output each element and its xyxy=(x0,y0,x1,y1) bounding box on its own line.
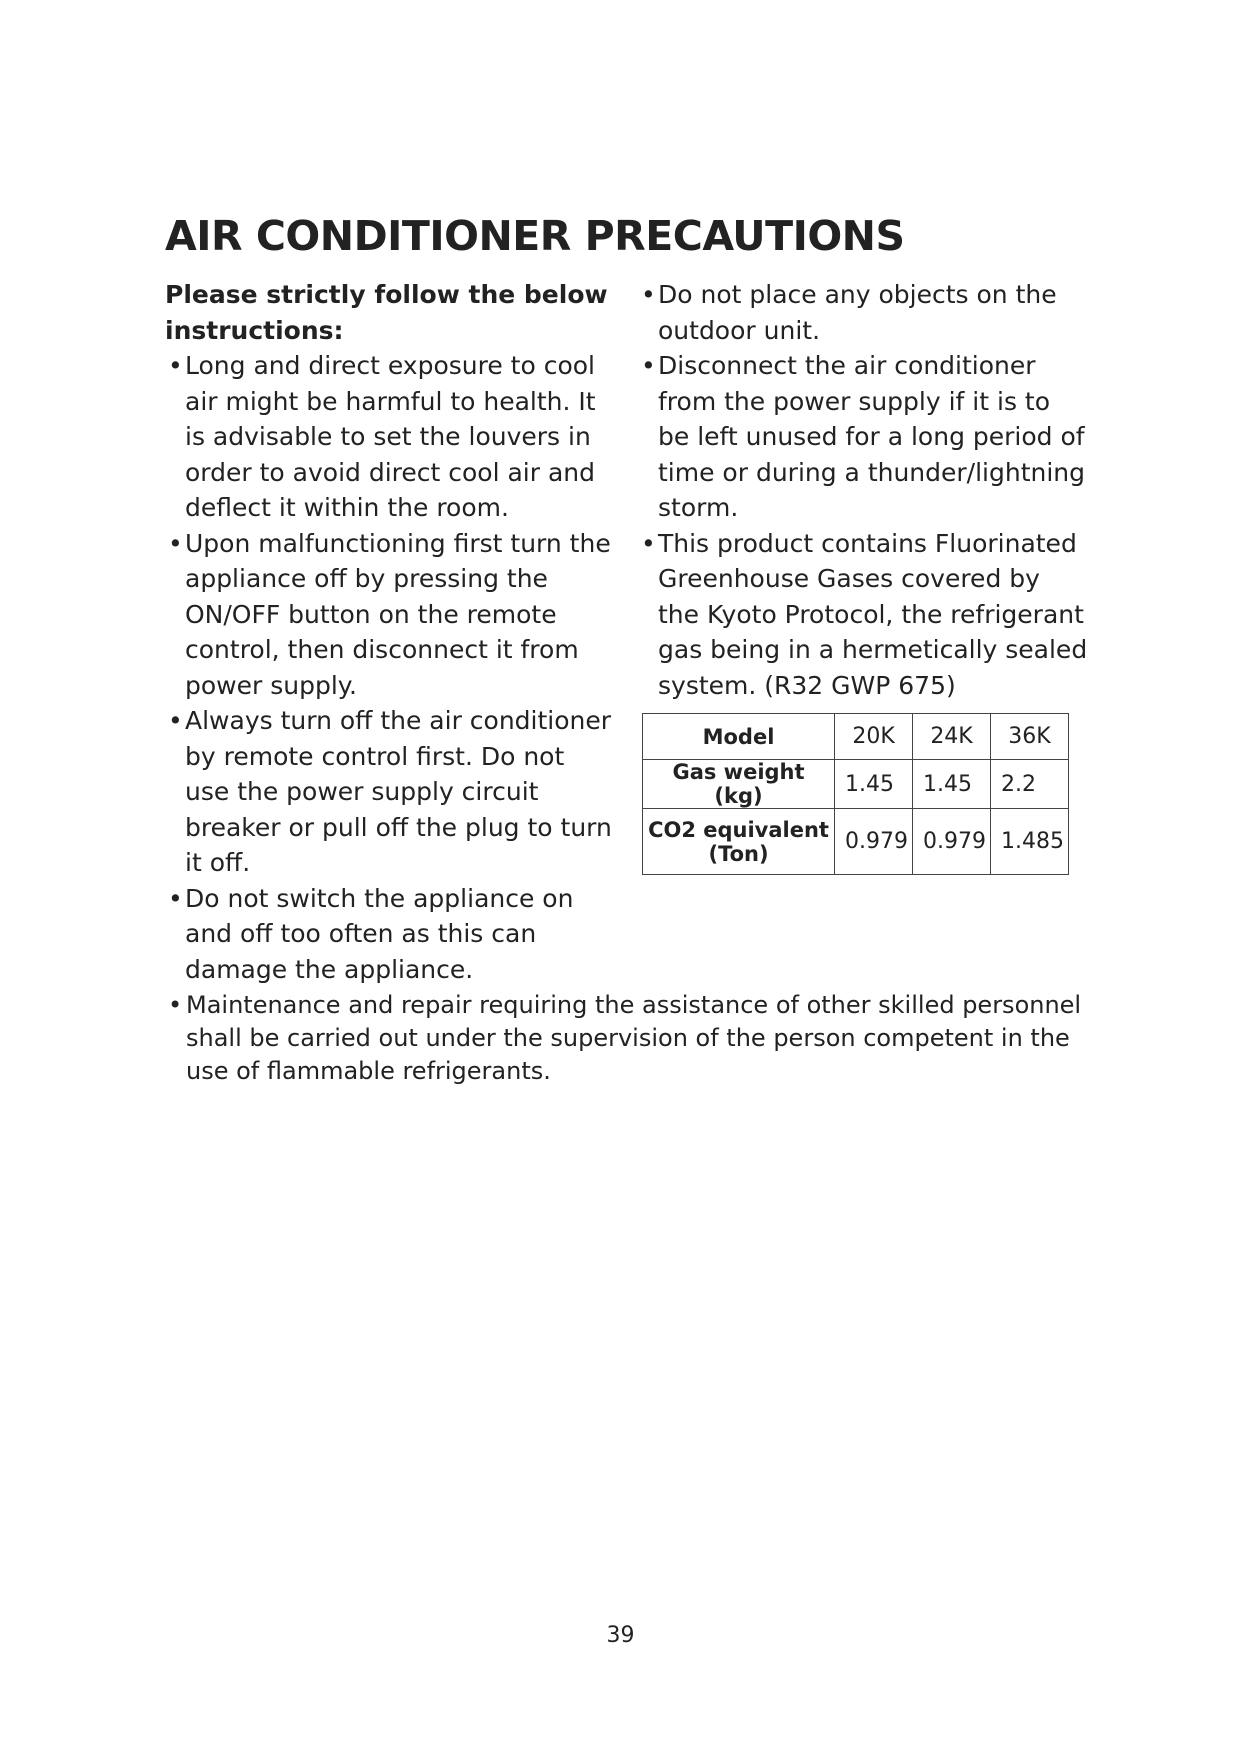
bullet-maintenance: • Maintenance and repair requiring the assistance of other skilled personnel shall be carried out under the supervision of the person competent in the use of flammable refrigerants. xyxy=(165,989,1105,1088)
bullet-disconnect-power: • Disconnect the air conditioner from the power supply if it is to be left unused for a long period of time or during a thunder/lightning storm. xyxy=(638,348,1088,526)
table-row-gas-weight xyxy=(643,760,1069,809)
row-label-gas-weight: Gas weight (kg) xyxy=(643,760,835,809)
co2-36k: 1.485 xyxy=(991,809,1069,875)
left-bullet-list xyxy=(165,348,615,987)
row-label-co2: CO2 equivalent (Ton) xyxy=(643,809,835,875)
header-20k: 20K xyxy=(835,714,913,760)
instructions-intro: Please strictly follow the below instructions: xyxy=(165,280,608,345)
page-number: 39 xyxy=(606,1623,635,1648)
right-bullet-list xyxy=(638,277,1088,703)
bullet-cool-air-exposure: • Long and direct exposure to cool air might be harmful to health. It is advisable to set the louvers in order to avoid direct cool air and deflect it within the room. xyxy=(165,348,615,526)
gas-weight-table xyxy=(642,713,1069,875)
bullet-switch-often: • Do not switch the appliance on and off too often as this can damage the appliance. xyxy=(165,881,615,988)
bullet-outdoor-unit: • Do not place any objects on the outdoor unit. xyxy=(638,277,1088,348)
fluorinated-text: This product contains Fluorinated Greenhouse Gases covered by the Kyoto Protocol, the refrigerant gas being in a hermetically sealed system. xyxy=(658,528,1088,700)
refrigerant-spec: (R32 GWP 675) xyxy=(764,670,956,700)
right-column xyxy=(638,277,1088,703)
co2-24k: 0.979 xyxy=(913,809,991,875)
header-36k: 36K xyxy=(991,714,1069,760)
gas-weight-20k: 1.45 xyxy=(835,760,913,809)
bullet-malfunction: • Upon malfunctioning first turn the appliance off by pressing the ON/OFF button on the remote control, then disconnect it from power supply. xyxy=(165,526,615,704)
page-title: AIR CONDITIONER PRECAUTIONS xyxy=(165,212,905,260)
gas-weight-36k: 2.2 xyxy=(991,760,1069,809)
gas-weight-24k: 1.45 xyxy=(913,760,991,809)
table-row-co2 xyxy=(643,809,1069,875)
left-column xyxy=(165,277,615,987)
bullet-fluorinated-gases xyxy=(638,526,1088,704)
co2-20k: 0.979 xyxy=(835,809,913,875)
table-header-row xyxy=(643,714,1069,760)
header-24k: 24K xyxy=(913,714,991,760)
header-model: Model xyxy=(643,714,835,760)
bullet-turn-off-remote: • Always turn off the air conditioner by remote control first. Do not use the power supply circuit breaker or pull off the plug to turn it off. xyxy=(165,703,615,881)
